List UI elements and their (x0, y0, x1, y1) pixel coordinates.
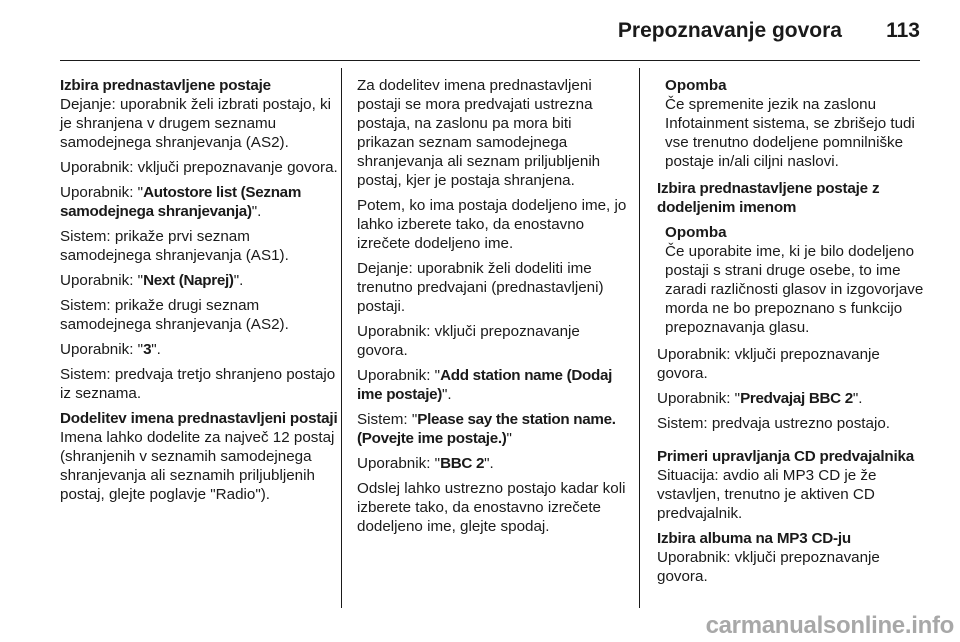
note-box (657, 76, 929, 171)
voice-command: Next (Naprej) (143, 272, 234, 289)
paragraph: Imena lahko dodelite za največ 12 postaj (shranjenih v seznamih samodejnega shranjevanja ali seznamih priljubljenih postaj, glejte poglavje "Radio"). (60, 429, 335, 503)
paragraph: Potem, ko ima postaja dodeljeno ime, jo lahko izberete tako, da enostavno izrečete dodeljeno ime. (357, 197, 627, 252)
paragraph: Uporabnik: "Add station name (Dodaj ime postaje)". (357, 367, 613, 403)
column-3 (657, 76, 929, 592)
column-divider-2 (639, 68, 640, 608)
voice-command: 3 (143, 341, 152, 358)
column-divider-1 (341, 68, 342, 608)
paragraph: Sistem: predvaja ustrezno postajo. (657, 415, 890, 432)
note-title: Opomba (665, 77, 727, 94)
section-heading-name-assignment: Dodelitev imena prednastavljeni postaji (60, 410, 338, 427)
paragraph: Uporabnik: "Predvajaj BBC 2". (657, 390, 863, 407)
note-box (657, 223, 929, 337)
paragraph: Uporabnik: vključi prepoznavanje govora. (357, 323, 580, 359)
paragraph: Uporabnik: "BBC 2". (357, 455, 494, 472)
paragraph: Sistem: "Please say the station name. (Povejte ime postaje.)" (357, 411, 616, 447)
paragraph: Sistem: predvaja tretjo shranjeno postajo iz seznama. (60, 366, 336, 402)
paragraph: Situacija: avdio ali MP3 CD je že vstavljen, trenutno je aktiven CD predvajalnik. (657, 467, 877, 522)
paragraph: Sistem: prikaže drugi seznam samodejnega shranjevanja (AS2). (60, 297, 289, 333)
watermark: carmanualsonline.info (705, 612, 954, 639)
page-header (60, 0, 920, 61)
section-heading-preset-selection: Izbira prednastavljene postaje (60, 77, 271, 94)
system-prompt: Please say the station name. (Povejte ime postaje.) (357, 411, 616, 447)
note-text: Če spremenite jezik na zaslonu Infotainment sistema, se zbrišejo tudi vse trenutno dodeljene pomnilniške postaje in/ali ciljni naslovi. (665, 96, 915, 170)
voice-command: BBC 2 (440, 455, 485, 472)
section-heading-cd-examples: Primeri upravljanja CD predvajalnika (657, 448, 915, 465)
page-number: 113 (886, 19, 920, 42)
paragraph: Odslej lahko ustrezno postajo kadar koli izberete tako, da enostavno izrečete dodeljeno ime, glejte spodaj. (357, 480, 626, 535)
paragraph: Uporabnik: vključi prepoznavanje govora. (60, 159, 338, 176)
paragraph: Sistem: prikaže prvi seznam samodejnega shranjevanja (AS1). (60, 228, 289, 264)
section-heading-mp3-album: Izbira albuma na MP3 CD-ju (657, 530, 851, 547)
paragraph: Za dodelitev imena prednastavljeni postaji se mora predvajati ustrezna postaja, na zaslonu pa mora biti prikazan seznam samodejnega shranjevanja ali seznam priljubljenih postaj, kjer je postaja shranjena. (357, 77, 601, 189)
column-1 (60, 76, 340, 510)
column-2 (357, 76, 629, 542)
section-heading-named-preset: Izbira prednastavljene postaje z dodeljenim imenom (657, 180, 880, 216)
paragraph: Dejanje: uporabnik želi dodeliti ime trenutno predvajani (prednastavljeni) postaji. (357, 260, 604, 315)
paragraph: Uporabnik: "3". (60, 341, 161, 358)
paragraph: Uporabnik: vključi prepoznavanje govora. (657, 549, 880, 585)
paragraph: Uporabnik: "Next (Naprej)". (60, 272, 244, 289)
voice-command: Autostore list (Seznam samodejnega shranjevanja) (60, 184, 302, 220)
paragraph: Uporabnik: "Autostore list (Seznam samodejnega shranjevanja)". (60, 184, 302, 220)
voice-command: Predvajaj BBC 2 (740, 390, 853, 407)
paragraph: Uporabnik: vključi prepoznavanje govora. (657, 346, 880, 382)
note-title: Opomba (665, 224, 727, 241)
note-text: Če uporabite ime, ki je bilo dodeljeno postaji s strani druge osebe, to ime zaradi različnosti glasov in izgovorjave morda ne bo prepoznano s funkcijo prepoznavanja glasu. (665, 243, 924, 336)
paragraph: Dejanje: uporabnik želi izbrati postajo, ki je shranjena v drugem seznamu samodejnega shranjevanja (AS2). (60, 96, 331, 151)
page-title: Prepoznavanje govora (617, 19, 842, 42)
voice-command: Add station name (Dodaj ime postaje) (357, 367, 613, 403)
